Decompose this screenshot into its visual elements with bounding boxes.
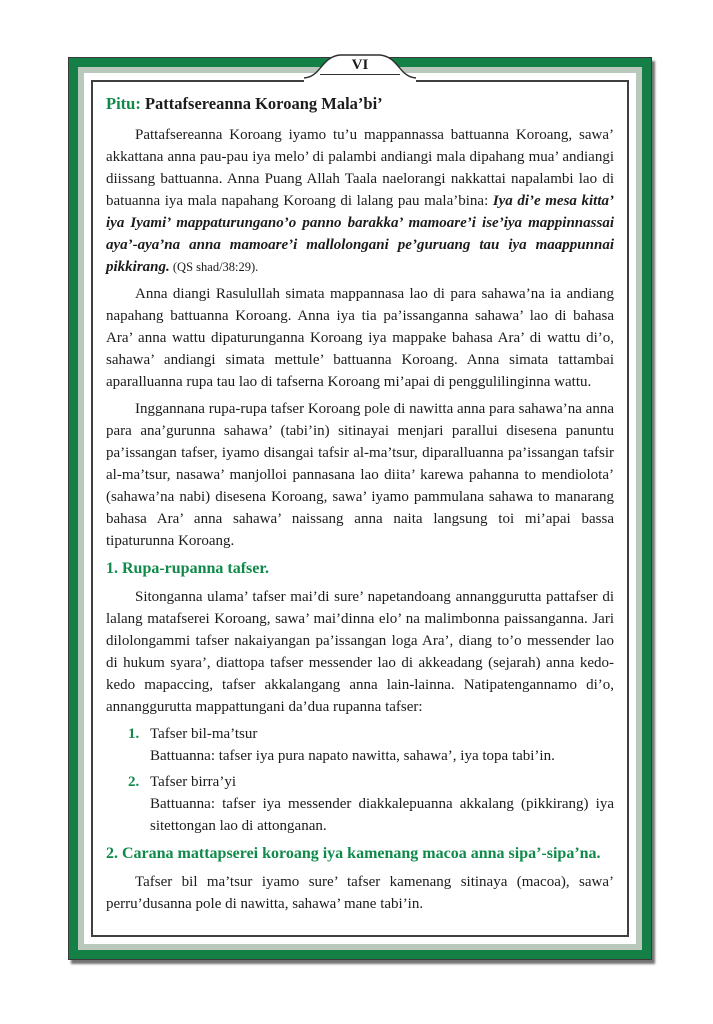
list-item-number: 2. <box>128 774 140 790</box>
quran-citation: (QS shad/38:29). <box>169 260 259 274</box>
tafsir-type-list <box>106 723 614 837</box>
page-border-frame <box>68 57 652 960</box>
list-item <box>128 723 614 767</box>
quran-quote: Iya di’e mesa kitta’ iya Iyami’ mappaturungano’o panno barakka’ mamoare’i ise’iya mappinnassai aya’-aya’na anna mamoare’i mallolongani pe’guruang tau iya maappunnai pikkirang. <box>106 193 614 275</box>
list-item-head <box>128 723 614 745</box>
chapter-title: Pattafsereanna Koroang Mala’bi’ <box>140 94 383 113</box>
content-box <box>91 80 629 937</box>
page-number-tab <box>304 50 416 88</box>
list-item-title: Tafser bil-ma’tsur <box>150 726 258 742</box>
chapter-heading <box>106 92 614 115</box>
chapter-label: Pitu: <box>106 94 141 113</box>
page-number: VI <box>351 57 369 73</box>
list-item-description: Battuanna: tafser iya pura napato nawitta, sahawa’, iya topa tabi’in. <box>150 748 555 764</box>
paragraph-lead-text: Pattafsereanna Koroang iyamo tu’u mappannassa battuanna Koroang, sawa’ akkattana anna pau-pau iya melo’ di palambi andiangi mala dipahang mua’ andiangi diissang battuanna. Anna Puang Allah Taala naelorangi nakkattai napalambi lao di batuanna iya mala napahang Koroang di lalang pau mala’bina: <box>106 127 614 209</box>
paragraph-conclusion: Tafser bil ma’tsur iyamo sure’ tafser kamenang sitinaya (macoa), sawa’ perru’dusanna pole di nawitta, sahawa’ mane tabi’in. <box>106 874 614 912</box>
list-item-number: 1. <box>128 726 140 742</box>
section-heading-1: 1. Rupa-rupanna tafser. <box>106 560 269 577</box>
list-item-title: Tafser birra’yi <box>150 774 236 790</box>
tab-shape <box>304 50 416 88</box>
list-item-head <box>128 771 614 793</box>
paragraph-sahabat-tafsir: Inggannana rupa-rupa tafser Koroang pole di nawitta anna para sahawa’na anna para ana’gurunna sahawa’ (tabi’in) sitinayai menjari parallui disesena panuntu pa’issangan tafser, iyamo disangai tafsir al-ma’tsur, diparalluanna pa’issangan tafsir al-ma’tsur, nasawa’ manjolloi pannasana lao diita’ karewa pahanna to mendiolota’ (sahawa’na nabi) disesena Koroang, sawa’ iyamo pammulana sahawa to manarang bahasa Ara’ anna sahawa’ naissang anna naita langsung toi mi’apai bassa tipaturunna Koroang. <box>106 401 614 549</box>
section-heading-2: 2. Carana mattapserei koroang iya kamenang macoa anna sipa’-sipa’na. <box>106 845 601 862</box>
frame-sage-band <box>78 67 642 950</box>
page-content <box>106 92 614 915</box>
list-item-description: Battuanna: tafser iya messender diakkalepuanna akkalang (pikkirang) iya sitettongan lao di attonganan. <box>150 796 614 834</box>
paragraph-tafsir-intro <box>106 124 614 278</box>
paragraph-rasulullah: Anna diangi Rasulullah simata mappannasa lao di para sahawa’na ia andiang napahang battuanna Koroang. Anna iya tia pa’issanganna sahawa’ lao di bahasa Ara’ anna wattu dipaturunganna Koroang iya mappake bahasa Ara’ di wattu di’o, sahawa’ andiangi simata mettule’ battuanna Koroang. Anna simata tattambai aparalluanna rupa tau lao di tafserna Koroang mi’apai di penggulilinginna wattu. <box>106 286 614 390</box>
paragraph-ulama-tafsir: Sitonganna ulama’ tafser mai’di sure’ napetandoang annanggurutta pattafser di lalang matafserei Koroang, sawa’ mai’dinna elo’ na malimbonna paissanganna. Jari dilolongammi tafser nakaiyangan pa’issangan loga Ara’, diang to’o messender lao di hukum syara’, diattopa tafser messender lao di akkeadang (sejarah) anna kedo-kedo mapaccing, tafser akkalangang anna lain-lainna. Natipatengannamo di’o, annanggurutta mappattungani da’dua rupanna tafser: <box>106 589 614 715</box>
frame-white-band <box>84 73 636 944</box>
list-item <box>128 771 614 837</box>
